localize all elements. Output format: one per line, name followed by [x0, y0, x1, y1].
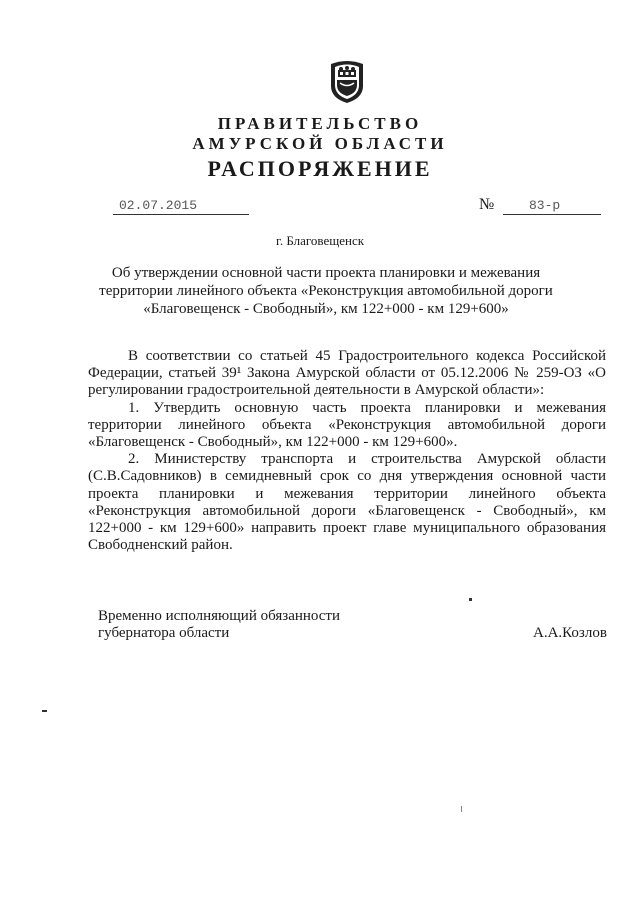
subject-line: «Благовещенск - Свободный», км 122+000 - км 129+600» [143, 301, 509, 317]
position-line: губернатора области [98, 625, 230, 641]
item-2-paragraph: 2. Министерству транспорта и строительства Амурской области (С.В.Садовников) в семидневный срок со дня утверждения основной части проекта планировки и межевания территории линейного объекта «Реконструкция автомобильной дороги «Благовещенск - Свободный», км 122+000 - км 129+600» направить проект главе муниципального образования Свободненский район. [88, 451, 606, 554]
subject-line: Об утверждении основной части проекта планировки и межевания [111, 265, 541, 281]
signatory-name: А.А.Козлов [533, 625, 607, 641]
city-line: г. Благовещенск [275, 233, 365, 248]
signatory-position [98, 608, 340, 642]
document-number: 83-р [503, 198, 601, 215]
position-line: Временно исполняющий обязанности [98, 608, 341, 624]
document-body [88, 348, 606, 554]
scan-speck [461, 806, 462, 812]
document-subject [96, 264, 556, 318]
subject-line: территории линейного объекта «Реконструкция автомобильной дороги [99, 283, 553, 299]
document-type-title: РАСПОРЯЖЕНИЕ [207, 156, 433, 181]
coat-of-arms-emblem [327, 58, 367, 104]
scan-speck [469, 598, 472, 601]
government-title: ПРАВИТЕЛЬСТВО [217, 114, 423, 133]
scan-speck [42, 710, 47, 712]
region-title: АМУРСКОЙ ОБЛАСТИ [192, 134, 448, 153]
number-label: № [479, 196, 495, 213]
preamble-paragraph: В соответствии со статьей 45 Градостроительного кодекса Российской Федерации, статьей 39¹ Закона Амурской области от 05.12.2006 № 259-ОЗ «О регулировании градостроительной деятельности в Амурской области»: [88, 348, 606, 399]
item-1-paragraph: 1. Утвердить основную часть проекта планировки и межевания территории линейного объекта «Реконструкция автомобильной дороги «Благовещенск - Свободный», км 122+000 - км 129+600». [88, 399, 606, 451]
document-date: 02.07.2015 [113, 198, 249, 215]
